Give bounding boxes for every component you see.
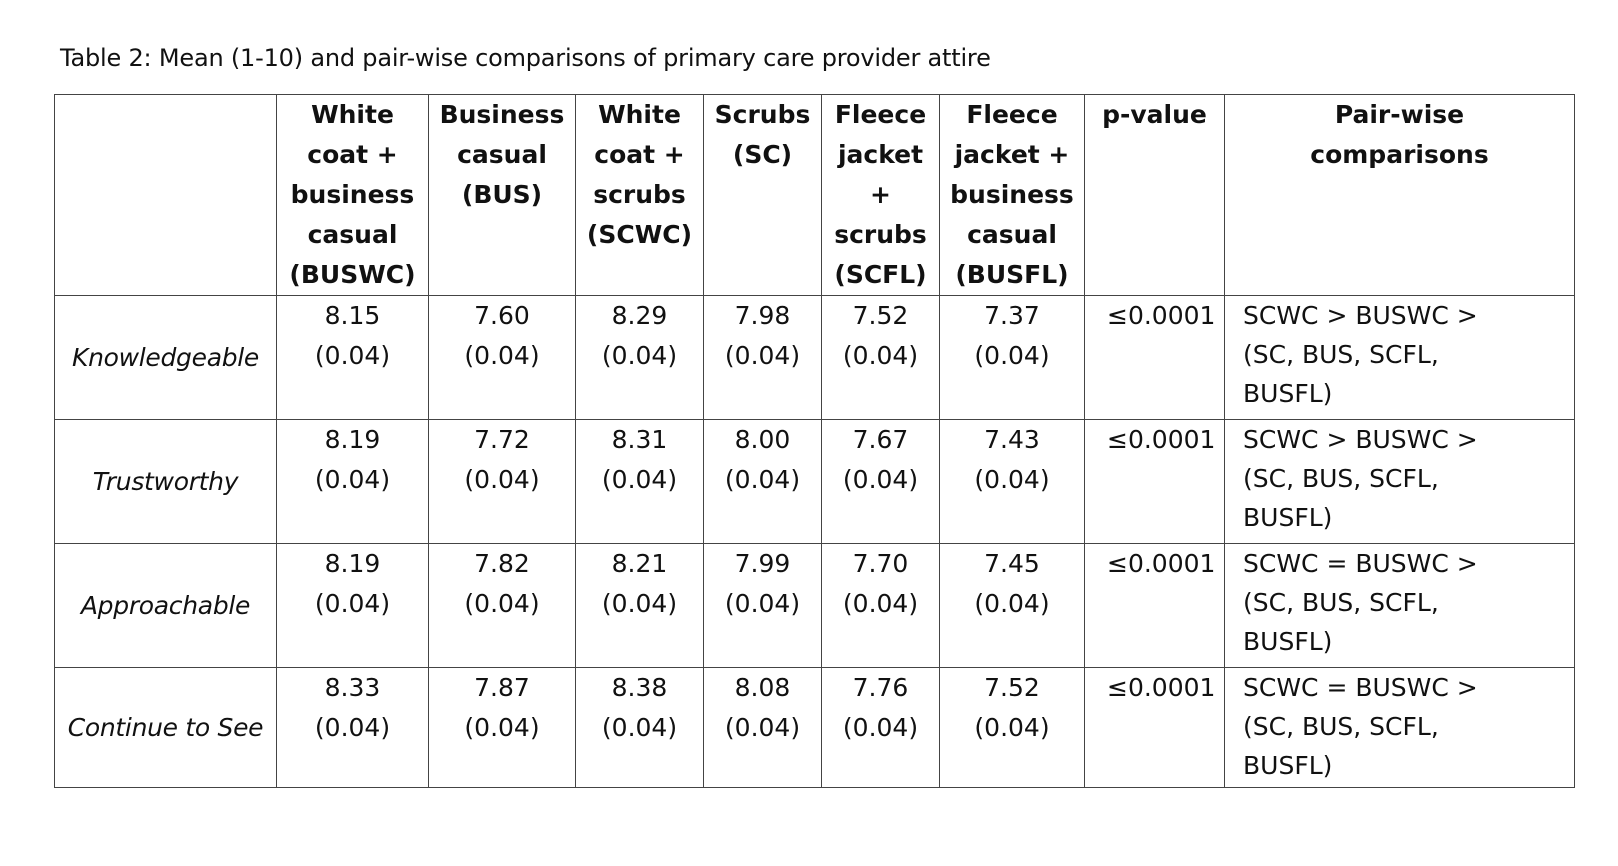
cell-buswc: 8.15 (0.04) bbox=[277, 296, 429, 420]
row-label: Approachable bbox=[55, 544, 277, 668]
header-busfl: Fleece jacket + business casual (BUSFL) bbox=[940, 95, 1085, 296]
row-label: Knowledgeable bbox=[55, 296, 277, 420]
cell-bus: 7.82 (0.04) bbox=[429, 544, 576, 668]
cell-scfl: 7.67 (0.04) bbox=[822, 420, 940, 544]
cell-scwc: 8.29 (0.04) bbox=[576, 296, 704, 420]
table-row bbox=[55, 668, 1575, 788]
cell-bus: 7.87 (0.04) bbox=[429, 668, 576, 788]
header-scfl: Fleece jacket + scrubs (SCFL) bbox=[822, 95, 940, 296]
cell-scwc: 8.38 (0.04) bbox=[576, 668, 704, 788]
cell-scfl: 7.70 (0.04) bbox=[822, 544, 940, 668]
header-scwc: White coat + scrubs (SCWC) bbox=[576, 95, 704, 296]
row-label: Continue to See bbox=[55, 668, 277, 788]
cell-pvalue: ≤0.0001 bbox=[1085, 544, 1225, 668]
header-row bbox=[55, 95, 1575, 296]
cell-pairwise: SCWC = BUSWC > (SC, BUS, SCFL, BUSFL) bbox=[1225, 544, 1575, 668]
table-row bbox=[55, 296, 1575, 420]
cell-buswc: 8.33 (0.04) bbox=[277, 668, 429, 788]
row-label: Trustworthy bbox=[55, 420, 277, 544]
header-pvalue: p-value bbox=[1085, 95, 1225, 296]
table-caption: Table 2: Mean (1-10) and pair-wise comparisons of primary care provider attire bbox=[60, 44, 991, 72]
cell-bus: 7.72 (0.04) bbox=[429, 420, 576, 544]
attire-table bbox=[54, 94, 1575, 788]
header-sc: Scrubs (SC) bbox=[704, 95, 822, 296]
cell-scfl: 7.52 (0.04) bbox=[822, 296, 940, 420]
cell-pairwise: SCWC > BUSWC > (SC, BUS, SCFL, BUSFL) bbox=[1225, 296, 1575, 420]
cell-busfl: 7.43 (0.04) bbox=[940, 420, 1085, 544]
cell-sc: 7.98 (0.04) bbox=[704, 296, 822, 420]
header-blank bbox=[55, 95, 277, 296]
table-row bbox=[55, 544, 1575, 668]
cell-pairwise: SCWC = BUSWC > (SC, BUS, SCFL, BUSFL) bbox=[1225, 668, 1575, 788]
cell-pvalue: ≤0.0001 bbox=[1085, 668, 1225, 788]
cell-busfl: 7.37 (0.04) bbox=[940, 296, 1085, 420]
cell-pairwise: SCWC > BUSWC > (SC, BUS, SCFL, BUSFL) bbox=[1225, 420, 1575, 544]
cell-sc: 8.00 (0.04) bbox=[704, 420, 822, 544]
table-row bbox=[55, 420, 1575, 544]
header-bus: Business casual (BUS) bbox=[429, 95, 576, 296]
cell-scfl: 7.76 (0.04) bbox=[822, 668, 940, 788]
cell-sc: 7.99 (0.04) bbox=[704, 544, 822, 668]
header-buswc: White coat + business casual (BUSWC) bbox=[277, 95, 429, 296]
cell-bus: 7.60 (0.04) bbox=[429, 296, 576, 420]
cell-scwc: 8.21 (0.04) bbox=[576, 544, 704, 668]
cell-pvalue: ≤0.0001 bbox=[1085, 420, 1225, 544]
cell-busfl: 7.45 (0.04) bbox=[940, 544, 1085, 668]
cell-pvalue: ≤0.0001 bbox=[1085, 296, 1225, 420]
cell-busfl: 7.52 (0.04) bbox=[940, 668, 1085, 788]
cell-sc: 8.08 (0.04) bbox=[704, 668, 822, 788]
cell-scwc: 8.31 (0.04) bbox=[576, 420, 704, 544]
header-pairwise: Pair-wise comparisons bbox=[1225, 95, 1575, 296]
cell-buswc: 8.19 (0.04) bbox=[277, 420, 429, 544]
cell-buswc: 8.19 (0.04) bbox=[277, 544, 429, 668]
